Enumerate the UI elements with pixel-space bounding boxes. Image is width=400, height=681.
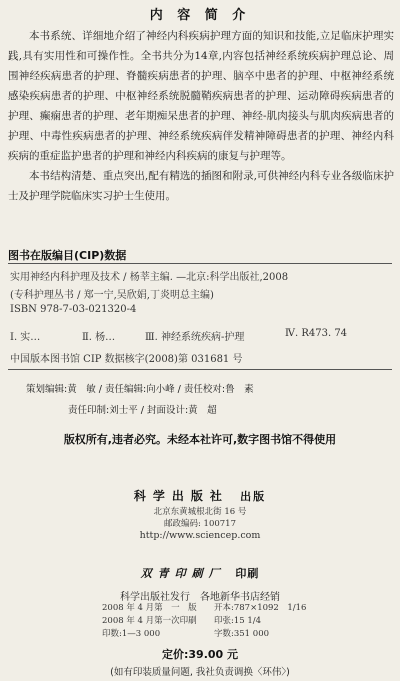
price: 定价:39.00 元 [161,648,239,661]
summary-paragraph-2: 本书结构清楚、重点突出,配有精选的插图和附录,可供神经内科专业各级临床护士及护理学院临床实习护士生使用。 [8,170,394,202]
printed-sheets: 印张:15 1/4 [214,616,262,626]
cip-heading: 图书在版编目(CIP)数据 [8,249,127,262]
publisher-line [0,487,400,504]
divider [8,369,392,370]
print-run: 印数:1—3 000 [102,629,161,639]
publisher-name: 科学出版社 [133,489,229,503]
publisher-postcode: 邮政编码: 100717 [163,519,236,529]
cip-record-line: 中国版本图书馆 CIP 数据核字(2008)第 031681 号 [10,354,243,365]
publisher-suffix: 出版 [240,490,267,503]
printer-line [0,565,400,581]
cip-class-1: Ⅰ. 实… [10,332,41,343]
cip-class-2: Ⅱ. 杨… [82,332,116,343]
book-format: 开本:787×1092 1/16 [214,603,307,613]
printer-name: 双青印刷厂 [140,567,226,580]
copyright-notice: 版权所有,违者必究。未经本社许可,数字图书馆不得使用 [63,433,337,446]
cip-class-3: Ⅲ. 神经系统疾病-护理 [145,332,245,343]
quality-note: (如有印装质量问题, 我社负责调换〈环伟〉) [110,667,290,678]
cip-class-4: Ⅳ. R473. 74 [285,328,348,339]
cip-title-line: 实用神经内科护理及技术 / 杨莘主编. —北京:科学出版社,2008 [10,272,289,283]
distribution-line: 科学出版社发行 各地新华书店经销 [120,592,280,603]
credits-row-1: 策划编辑:黄 敏 / 责任编辑:向小峰 / 责任校对:鲁 素 [26,384,254,395]
cip-isbn-line: ISBN 978-7-03-021320-4 [10,304,137,315]
page-title: 内 容 简 介 [149,8,251,23]
cip-series-line: (专科护理丛书 / 郑一宁,吴欣娟,丁炎明总主编) [10,290,214,301]
publisher-address: 北京东黄城根北街 16 号 [153,507,247,517]
word-count: 字数:351 000 [214,629,270,639]
summary-paragraph-1: 本书系统、详细地介绍了神经内科疾病护理方面的知识和技能,立足临床护理实践,具有实用性和可操作性。全书共分为14章,内容包括神经系统疾病护理总论、周围神经疾病患者的护理、脊髓疾病患者的护理、脑卒中患者的护理、中枢神经系统感染疾病患者的护理、中枢神经系统脱髓鞘疾病患者的护理、运动障碍疾病患者的护理、癫痫患者的护理、老年期痴呆患者的护理、神经-肌肉接头与肌肉疾病患者的护理、中毒性疾病患者的护理、神经系统疾病伴发精神障碍患者的护理、神经内科疾病的重症监护患者的护理和神经内科疾病的康复与护理等。 [8,30,394,162]
summary-text [8,26,394,206]
printer-suffix: 印刷 [235,567,260,580]
credits-row-2: 责任印制:刘士平 / 封面设计:黄 超 [68,405,217,416]
divider [8,263,392,264]
publisher-url: http://www.sciencep.com [139,530,261,541]
edition-date: 2008 年 4 月第 一 版 [102,603,197,613]
printing-date: 2008 年 4 月第一次印刷 [102,616,197,626]
